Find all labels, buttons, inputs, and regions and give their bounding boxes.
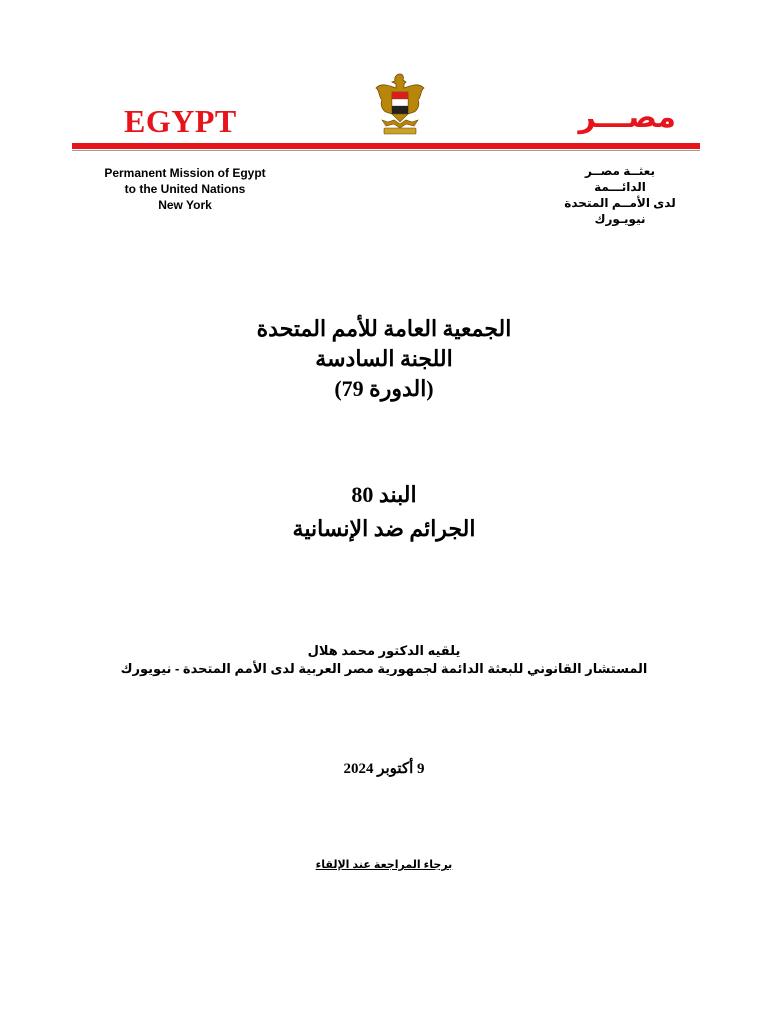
mission-ar-line: نيويـورك [594, 212, 646, 226]
check-against-delivery-note: برجاء المراجعة عند الإلقاء [315, 859, 453, 871]
mission-en-line: to the United Nations [124, 182, 246, 196]
session-line: (الدورة 79) [334, 376, 434, 401]
mission-ar-line: لدى الأمــم المتحدة [564, 196, 676, 210]
mission-address-arabic [560, 163, 680, 227]
speaker-title: المستشار القانوني للبعثة الدائمة لجمهورية مصر العربية لدى الأمم المتحدة - نيويورك [120, 661, 648, 676]
mission-en-line: New York [158, 198, 212, 212]
egypt-english-title: EGYPT [124, 103, 237, 139]
speaker-name: يلقيه الدكتور محمد هلال [307, 643, 461, 658]
agenda-item-number: البند 80 [351, 482, 417, 507]
mission-address-english [90, 165, 280, 213]
mission-ar-line: بعثــة مصــر الدائـــمة [585, 164, 655, 194]
eagle-of-saladin-icon [372, 70, 428, 138]
agenda-item-title: الجرائم ضد الإنسانية [292, 516, 476, 541]
egypt-arabic-title: مصـــر [578, 101, 676, 134]
header-divider-shadow [72, 150, 700, 151]
statement-date: 9 أكتوبر 2024 [343, 761, 425, 777]
committee-line: اللجنة السادسة [315, 346, 453, 371]
mission-en-line: Permanent Mission of Egypt [104, 166, 266, 180]
assembly-heading [0, 314, 768, 404]
assembly-line: الجمعية العامة للأمم المتحدة [256, 316, 512, 341]
header-divider [72, 143, 700, 149]
